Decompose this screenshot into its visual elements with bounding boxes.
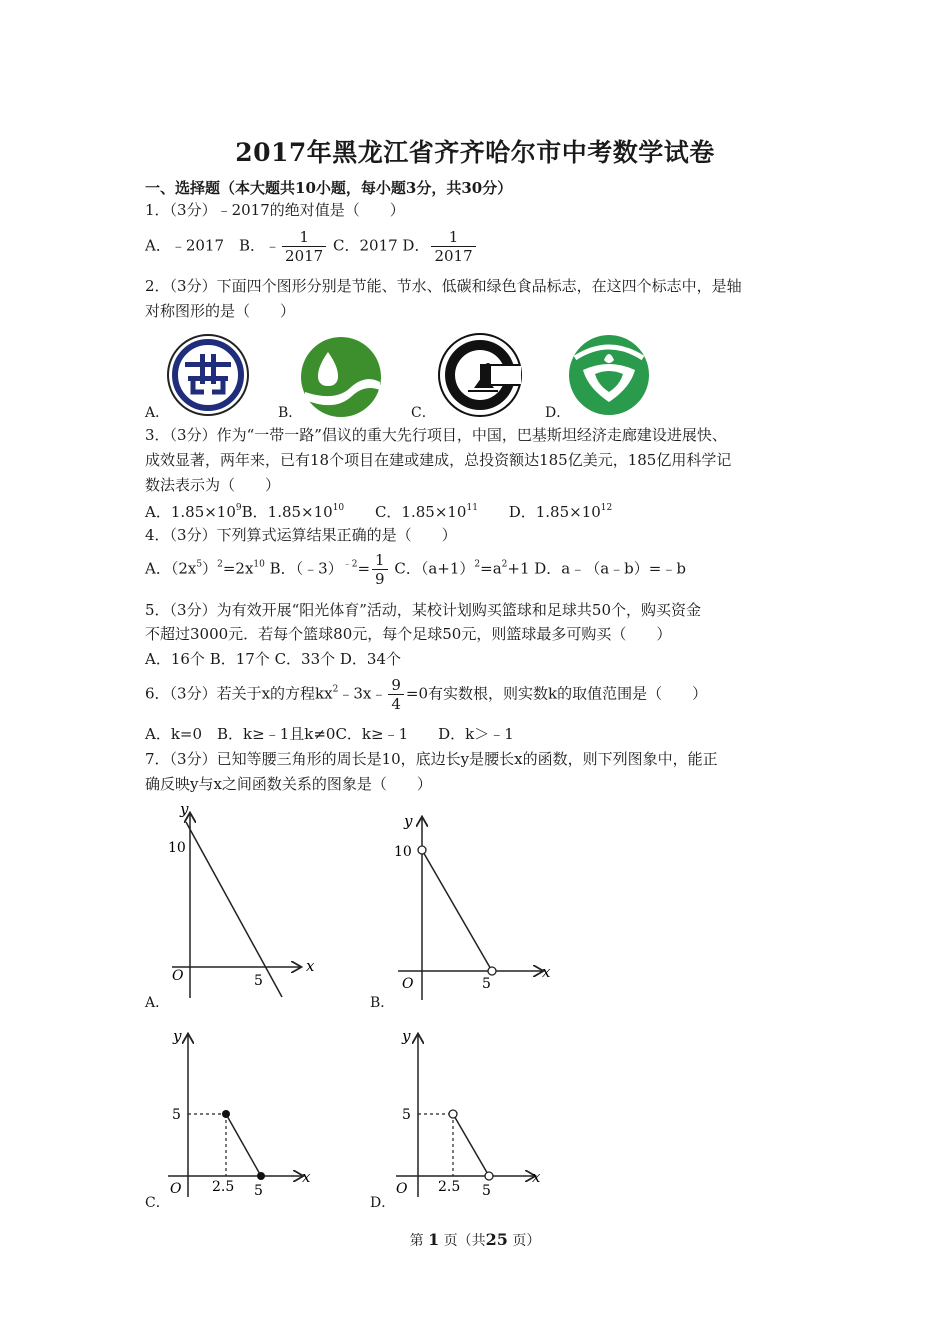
- graph-c-origin: O: [170, 1181, 182, 1197]
- graph-d-origin: O: [396, 1181, 408, 1197]
- q4-b-exp: ﹣2: [342, 559, 358, 570]
- q3-exp-b: 10: [332, 503, 345, 513]
- q3-option-a: A．1.85×10: [145, 503, 236, 521]
- footer-suffix: 页）: [512, 1233, 541, 1249]
- graph-b-open-point-top: [418, 846, 426, 854]
- q7-graph-a: [160, 800, 330, 1005]
- q7-label-a: A．: [145, 995, 170, 1011]
- footer-prefix: 第: [409, 1233, 424, 1249]
- graph-d-x-label: x: [532, 1168, 541, 1186]
- q6-fraction-num: 9: [391, 676, 401, 694]
- q7-label-d: D．: [370, 1195, 396, 1211]
- question-5-options: A．16个 B．17个 C．33个 D．34个: [145, 650, 402, 668]
- question-2-line2: 对称图形的是（ ）: [145, 302, 296, 320]
- q2-label-b: B．: [278, 405, 303, 421]
- q7-label-b: B．: [370, 995, 395, 1011]
- low-carbon-logo-icon: [439, 334, 521, 416]
- q3-exp-a: 9: [235, 503, 242, 513]
- q1-fraction-d: [431, 228, 475, 265]
- graph-a-tick-10: 10: [168, 840, 186, 856]
- q4-c-exp1: 2: [474, 559, 481, 570]
- page-footer: [0, 1230, 950, 1250]
- q4-a-exp3: 10: [253, 559, 265, 570]
- q3-exp-d: 12: [600, 503, 613, 513]
- graph-b-line: [422, 850, 492, 971]
- q2-label-a: A．: [145, 405, 170, 421]
- q6-part2: ﹣3x﹣: [338, 684, 387, 703]
- question-5-line2: 不超过3000元．若每个篮球80元，每个足球50元，则篮球最多可购买（ ）: [145, 625, 672, 643]
- q6-fraction: [388, 676, 404, 713]
- graph-a-origin: O: [172, 968, 184, 984]
- q6-exp: 2: [332, 684, 339, 695]
- graph-d-tick-5-y: 5: [402, 1107, 411, 1123]
- graph-d-open-point-right: [485, 1172, 493, 1180]
- graph-c-line: [226, 1114, 261, 1176]
- q3-option-d: D．1.85×10: [508, 503, 601, 521]
- q1-fraction-b: [282, 228, 326, 265]
- q1-fraction-d-den: 2017: [431, 246, 475, 265]
- question-1-options: [145, 228, 478, 265]
- q7-graph-b: [390, 808, 560, 1008]
- q4-a-exp2: 2: [217, 559, 223, 570]
- graph-b-origin: O: [402, 976, 414, 992]
- question-3-line3: 数法表示为（ ）: [145, 476, 281, 494]
- graph-b-x-label: x: [542, 963, 551, 981]
- q6-part1: 6．（3分）若关于x的方程kx: [145, 684, 333, 703]
- graph-b-tick-5: 5: [482, 976, 491, 992]
- graph-c-tick-25: 2.5: [212, 1179, 235, 1195]
- section-heading: 一、选择题（本大题共10小题，每小题3分，共30分）: [145, 179, 513, 197]
- question-5-line1: 5．（3分）为有效开展“阳光体育”活动，某校计划购买篮球和足球共50个，购买资金: [145, 601, 702, 619]
- q2-logos: [160, 330, 660, 422]
- graph-a-y-label: y: [180, 800, 189, 818]
- graph-d-open-point-top: [449, 1110, 457, 1118]
- q3-option-c: C．1.85×10: [374, 503, 467, 521]
- graph-c-y-label: y: [173, 1027, 182, 1045]
- graph-b-open-point-right: [488, 967, 496, 975]
- q1-fraction-b-num: 1: [299, 228, 309, 246]
- q4-fraction-num: 1: [375, 551, 385, 569]
- q6-fraction-den: 4: [388, 694, 404, 713]
- graph-b-tick-10: 10: [394, 844, 412, 860]
- footer-total-pages: 25: [485, 1230, 508, 1249]
- energy-saving-logo-icon: [168, 335, 248, 415]
- graph-c-solid-point-right: [257, 1172, 265, 1180]
- q3-option-b: B．1.85×10: [241, 503, 333, 521]
- q4-a-exp1: 5: [196, 559, 203, 570]
- question-3-options: [145, 501, 612, 522]
- graph-c-tick-5-x: 5: [254, 1183, 263, 1199]
- graph-c-tick-5-y: 5: [172, 1107, 181, 1123]
- q2-label-c: C．: [411, 405, 436, 421]
- q1-fraction-b-den: 2017: [282, 246, 326, 265]
- question-2-line1: 2．（3分）下面四个图形分别是节能、节水、低碳和绿色食品标志，在这四个标志中，是轴: [145, 277, 742, 295]
- water-saving-logo-icon: [301, 337, 381, 417]
- q4-c-exp2: 2: [501, 559, 508, 570]
- question-6-stem: [145, 676, 707, 713]
- question-7-line2: 确反映y与x之间函数关系的图象是（ ）: [145, 775, 432, 793]
- question-4-stem: 4．（3分）下列算式运算结果正确的是（ ）: [145, 526, 457, 544]
- q7-graph-c: [160, 1025, 320, 1200]
- graph-c-x-label: x: [302, 1168, 311, 1186]
- footer-middle: 页（共: [443, 1233, 486, 1249]
- page-title: 2017年黑龙江省齐齐哈尔市中考数学试卷: [235, 138, 715, 167]
- q7-graph-d: [388, 1025, 548, 1200]
- q6-part3: =0有实数根，则实数k的取值范围是（ ）: [405, 684, 708, 703]
- question-3-line1: 3．（3分）作为“一带一路”倡议的重大先行项目，中国，巴基斯坦经济走廊建设进展快、: [145, 426, 727, 444]
- graph-a-tick-5: 5: [254, 973, 263, 989]
- graph-a-x-label: x: [306, 957, 315, 975]
- graph-a-line: [186, 822, 282, 997]
- q4-a-part3: =2x: [222, 559, 254, 578]
- question-7-line1: 7．（3分）已知等腰三角形的周长是10，底边长y是腰长x的函数，则下列图象中，能正: [145, 750, 718, 768]
- q4-c-part1: C．（a+1）: [394, 559, 475, 578]
- q4-a-part1: A．（2x: [145, 559, 197, 578]
- question-6-options: A．k=0 B．k≥﹣1且k≠0C．k≥﹣1 D．k＞﹣1: [145, 725, 514, 743]
- question-4-options: [145, 551, 686, 588]
- q1-option-ab: A．﹣2017 B．﹣: [145, 236, 281, 255]
- graph-d-line: [453, 1114, 489, 1176]
- q7-label-c: C．: [145, 1195, 170, 1211]
- question-1-stem: 1．（3分）﹣2017的绝对值是（ ）: [145, 201, 405, 219]
- q4-fraction: [372, 551, 388, 588]
- question-3-line2: 成效显著，两年来，已有18个项目在建或建成，总投资额达185亿美元，185亿用科学记: [145, 451, 732, 469]
- footer-page-number: 1: [428, 1230, 440, 1249]
- q2-label-d: D．: [545, 405, 571, 421]
- q4-a-part2: ）: [202, 559, 218, 578]
- q4-c-part3: +1 D．a﹣（a﹣b）=﹣b: [507, 559, 686, 578]
- graph-c-solid-point-top: [222, 1110, 230, 1118]
- q4-c-part2: =a: [480, 559, 502, 578]
- graph-d-tick-5-x: 5: [482, 1183, 491, 1199]
- q1-option-cd: C．2017 D．: [333, 236, 430, 255]
- q4-b-part2: =: [357, 559, 371, 578]
- q4-fraction-den: 9: [372, 569, 388, 588]
- graph-b-y-label: y: [404, 812, 413, 830]
- q4-b-part1: B．（﹣3）: [269, 559, 343, 578]
- graph-d-y-label: y: [402, 1027, 411, 1045]
- green-food-logo-icon: [569, 335, 649, 415]
- graph-d-tick-25: 2.5: [438, 1179, 461, 1195]
- q3-exp-c: 11: [466, 503, 478, 513]
- q1-fraction-d-num: 1: [448, 228, 459, 246]
